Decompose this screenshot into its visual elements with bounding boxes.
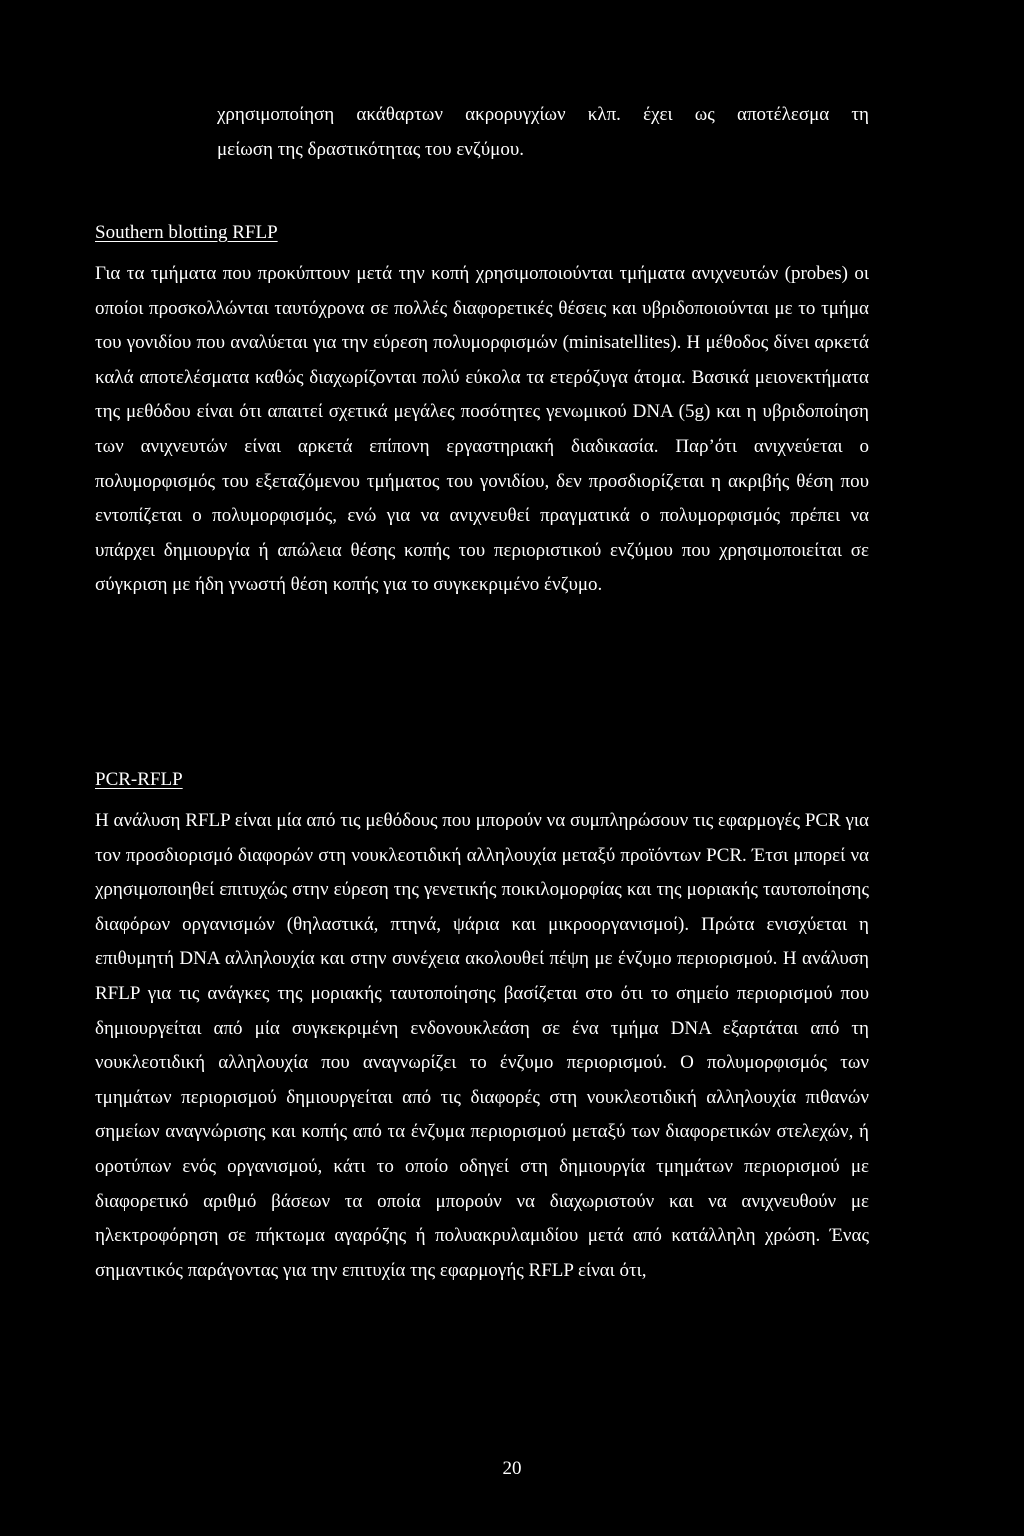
document-page xyxy=(95,0,869,1536)
section-body-southern-blotting: Για τα τμήματα που προκύπτουν μετά την κοπή χρησιμοποιούνται τμήματα ανιχνευτών (probes) οι οποίοι προσκολλώνται ταυτόχρονα σε πολλές διαφορετικές θέσεις και υβριδοποιούνται με το τμήμα του γονιδίου που αναλύεται για την εύρεση πολυμορφισμών (minisatellites). Η μέθοδος δίνει αρκετά καλά αποτελέσματα καθώς διαχωρίζονται πολύ εύκολα τα ετερόζυγα άτομα. Βασικά μειονεκτήματα της μεθόδου είναι ότι απαιτεί σχετικά μεγάλες ποσότητες γενωμικού DNA (5g) και η υβριδοποίηση των ανιχνευτών είναι αρκετά επίπονη εργαστηριακή διαδικασία. Παρ’ότι ανιχνεύεται ο πολυμορφισμός του εξεταζόμενου τμήματος του γονιδίου, δεν προσδιορίζεται η ακριβής θέση που εντοπίζεται ο πολυμορφισμός, ενώ για να ανιχνευθεί πραγματικά ο πολυμορφισμός πρέπει να υπάρχει δημιουργία ή απώλεια θέσης κοπής του περιοριστικού ενζύμου που χρησιμοποιείται σε σύγκριση με ήδη γνωστή θέση κοπής για το συγκεκριμένο ένζυμο. xyxy=(95,263,869,596)
intro-line-2: μείωση της δραστικότητας του ενζύμου. xyxy=(217,138,525,160)
section-heading-southern-blotting: Southern blotting RFLP xyxy=(95,222,278,243)
intro-paragraph xyxy=(217,98,869,167)
section-heading-pcr-rflp: PCR-RFLP xyxy=(95,769,183,790)
section-body-pcr-rflp: Η ανάλυση RFLP είναι μία από τις μεθόδους που μπορούν να συμπληρώσουν τις εφαρμογές PCR για τον προσδιορισμό διαφορών στη νουκλεοτιδική αλληλουχία μεταξύ προϊόντων PCR. Έτσι μπορεί να χρησιμοποιηθεί επιτυχώς στην εύρεση της γενετικής ποικιλομορφίας και της μοριακής ταυτοποίησης διαφόρων οργανισμών (θηλαστικά, πτηνά, ψάρια και μικροοργανισμοί). Πρώτα ενισχύεται η επιθυμητή DNA αλληλουχία και στην συνέχεια ακολουθεί πέψη με ένζυμο περιορισμού. Η ανάλυση RFLP για τις ανάγκες της μοριακής ταυτοποίησης βασίζεται στο ότι το σημείο περιορισμού που δημιουργείται από μία συγκεκριμένη ενδονουκλεάση σε ένα τμήμα DNA εξαρτάται από τη νουκλεοτιδική αλληλουχία που αναγνωρίζει το ένζυμο περιορισμού. Ο πολυμορφισμός των τμημάτων περιορισμού δημιουργείται από τις διαφορές στη νουκλεοτιδική αλληλουχία πιθανών σημείων αναγνώρισης και κοπής από τα ένζυμα περιορισμού μεταξύ των διαφορετικών στελεχών, ή οροτύπων ενός οργανισμού, κάτι το οποίο οδηγεί στη δημιουργία τμημάτων περιορισμού με διαφορετικό αριθμό βάσεων τα οποία μπορούν να διαχωριστούν και να ανιχνευθούν με ηλεκτροφόρηση σε πήκτωμα αγαρόζης ή πολυακρυλαμιδίου μετά από κατάλληλη χρώση. Ένας σημαντικός παράγοντας για την επιτυχία της εφαρμογής RFLP είναι ότι, xyxy=(95,810,869,1281)
intro-line-1: χρησιμοποίηση ακάθαρτων ακρορυγχίων κλπ. έχει ως αποτέλεσμα τη xyxy=(217,104,869,125)
page-number: 20 xyxy=(502,1458,522,1479)
